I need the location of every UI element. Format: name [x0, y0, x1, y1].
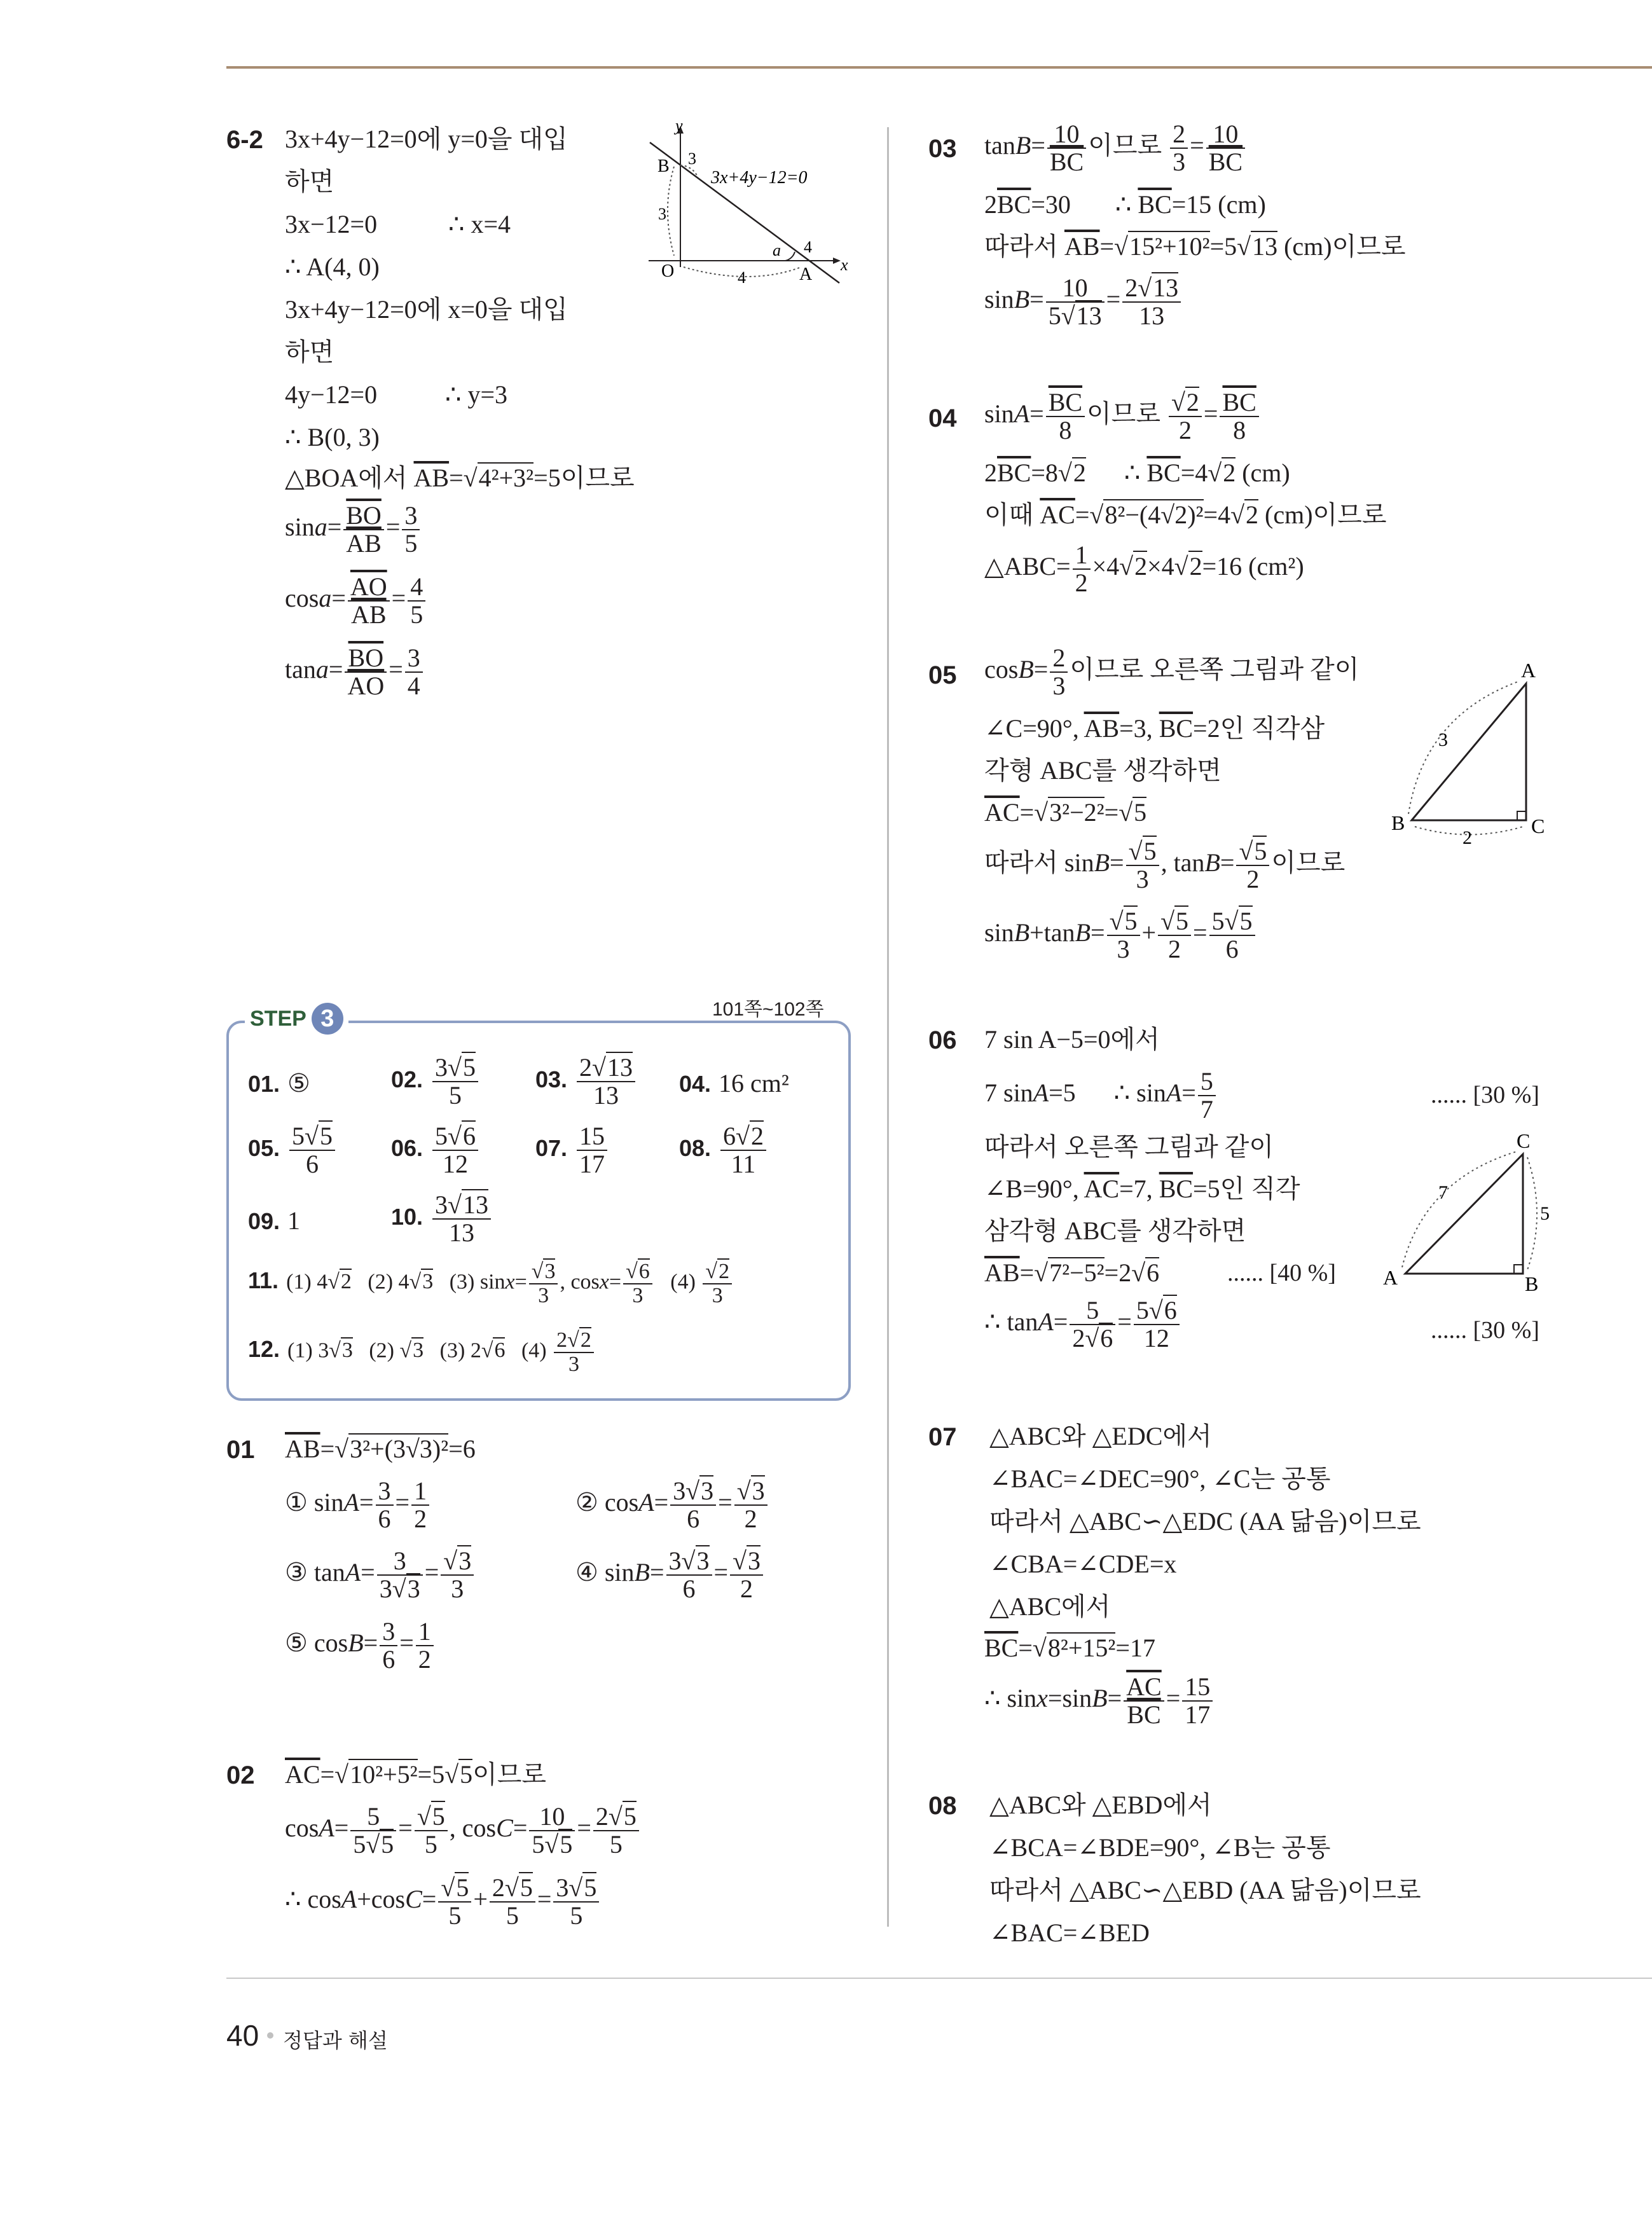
right-angle-mark-05 — [1517, 811, 1526, 820]
text-04-line3a: 이때 — [984, 500, 1034, 529]
formula-01-5: ⑤ cosB= $\frac{3}{6}$ = $\frac{1}{2}$ — [285, 1618, 436, 1673]
top-rule — [226, 66, 1652, 69]
formula-01-1: ① sinA= $\frac{3}{6}$ = $\frac{1}{2}$ — [285, 1478, 431, 1532]
formula-01-ab: $\overline{AB}=√3^2+(3√3)^2=6$ — [285, 1435, 476, 1463]
formula-05-ratios: 따라서 sinB= $\frac{√5}{3}$ , tanB= $\frac{√5}{2}$ 이므로 — [984, 837, 1346, 893]
text-6-2-line4: ∴ A(4, 0) — [285, 252, 380, 281]
formula-06-tan: ∴ tanA= $\frac{5}{2√6}$ = $\frac{5√6}{12}$ — [984, 1297, 1181, 1352]
text-03-line1: 이므로 — [1088, 131, 1162, 160]
formula-04-ac: 이때 $\overline{AC}=√8^2-(4√2)^2=4√2$ (cm)이므로 — [984, 500, 1387, 529]
graph-line — [650, 142, 839, 283]
text-05-line5b: 이므로 — [1271, 848, 1346, 878]
page-number: 40 — [226, 2019, 259, 2052]
answer-03: 03. $\frac{2√13}{13}$ — [535, 1054, 637, 1109]
formula-06-sin: 7 sinA=5 ∴ sinA= $\frac{5}{7}$ — [984, 1068, 1218, 1123]
step-label-text: STEP — [250, 1006, 306, 1031]
text-05-line2: 인 직각삼 — [1220, 714, 1325, 743]
triangle-05 — [1412, 684, 1526, 820]
problem-number-05: 05 — [928, 661, 957, 689]
text-07-line1: △ABC와 △EDC에서 — [989, 1422, 1212, 1450]
footer-dot-icon — [267, 2032, 273, 2039]
label-O: O — [661, 261, 675, 281]
label-B-05: B — [1391, 811, 1405, 834]
text-05-line1b: 이므로 오른쪽 그림과 같이 — [1070, 655, 1359, 684]
dim-arc-ab-05 — [1408, 681, 1520, 814]
formula-07-sin: ∴ sinx=sinB= $\frac{\overline{AC}}{BC}$ = $\frac{15}{17}$ — [984, 1674, 1215, 1728]
text-07-line2: ∠BAC=∠DEC=90°, ∠C는 공통 — [989, 1464, 1331, 1493]
answer-05: 05. $\frac{5√5}{6}$ — [248, 1123, 337, 1178]
answer-01-value: ⑤ — [287, 1069, 310, 1098]
text-04-line1: 이므로 — [1087, 399, 1160, 429]
text-08-line3: 따라서 △ABC∽△EBD (AA 닮음)이므로 — [989, 1876, 1421, 1904]
answer-05-number: 05. — [248, 1135, 280, 1162]
answer-10-number: 10. — [391, 1204, 423, 1230]
dim-arc-bc-06 — [1527, 1157, 1537, 1270]
problem-number-03: 03 — [928, 135, 957, 163]
formula-07-bc: $\overline{BC}=√8^2+15^2=17$ — [984, 1634, 1155, 1662]
problem-number-06: 06 — [928, 1026, 957, 1054]
problem-number-08: 08 — [928, 1792, 957, 1820]
answer-04 — [679, 1068, 789, 1098]
step3-label — [245, 1003, 348, 1035]
label-B-06: B — [1525, 1272, 1539, 1294]
problem-number-01: 01 — [226, 1436, 255, 1464]
answer-01-number: 01. — [248, 1071, 280, 1097]
answer-06: 06. $\frac{5√6}{12}$ — [391, 1123, 480, 1178]
formula-04-area: △ABC= $\frac{1}{2}$ ×4√2×4√2=16 (cm²) — [984, 540, 1304, 597]
dim-arc-side — [668, 167, 674, 256]
label-A-05: A — [1521, 659, 1536, 682]
column-divider — [887, 127, 889, 1927]
answer-11: 11. (1) 4√2 (2) 4√3 (3) sinx= $\frac{√3}{3}$ , cosx= $\frac{√6}{3}$ (4) $\frac{√2}{3}$ — [248, 1260, 734, 1307]
answer-09-number: 09. — [248, 1208, 280, 1234]
text-6-2-line7: 4y−12=0 — [285, 380, 378, 409]
label-C-06: C — [1517, 1129, 1531, 1152]
label-four-side: 4 — [804, 238, 812, 256]
answer-06-number: 06. — [391, 1135, 423, 1162]
text-6-2-line3b: ∴ x=4 — [448, 210, 511, 238]
figure-triangle-05 — [1386, 658, 1571, 849]
formula-06-given: ∠B=90°, $\overline{AC}=7$, $\overline{BC}=5$인 직각 — [984, 1174, 1300, 1203]
text-06-line1: 7 sin A−5=0에서 — [984, 1025, 1160, 1054]
triangle-06 — [1405, 1154, 1523, 1274]
formula-tan-a: tana= $\frac{\overline{BO}}{AO}$ = $\frac{3}{4}$ — [285, 645, 425, 699]
label-side-ac-06: 7 — [1438, 1182, 1448, 1203]
formula-06-ab: $\overline{AB}=√7^2-5^2=2√6$ — [984, 1258, 1160, 1287]
answer-07: 07. $\frac{15}{17}$ — [535, 1123, 609, 1178]
formula-04-sin: sinA= $\frac{\overline{BC}}{8}$ 이므로 $\frac{√2}{2}$ = $\frac{\overline{BC}}{8}$ — [984, 389, 1261, 444]
text-05-line3: 각형 ABC를 생각하면 — [984, 756, 1222, 785]
answer-08-number: 08. — [679, 1135, 712, 1162]
text-6-2-line5: 3x+4y−12=0에 x=0을 대입 — [285, 295, 568, 324]
label-side-bc-06: 5 — [1540, 1203, 1550, 1224]
formula-sin-a: sina= $\frac{\overline{BO}}{AB}$ = $\frac{3}{5}$ — [285, 502, 422, 557]
figure-line-graph — [642, 121, 852, 299]
text-05-line5a: 따라서 — [984, 848, 1058, 878]
formula-03-ab: 따라서 $\overline{AB}=√15^2+10^2=5√13$ (cm)이므로 — [984, 232, 1406, 261]
answer-04-value: 16 cm² — [719, 1069, 789, 1098]
answer-09 — [248, 1206, 300, 1235]
text-6-2-line2: 하면 — [285, 167, 334, 196]
formula-03-bc: $2\overline{BC}=30$ ∴ $\overline{BC}=15$ (cm) — [984, 190, 1266, 219]
formula-01-4: ④ sinB= $\frac{3√3}{6}$ = $\frac{√3}{2}$ — [575, 1548, 765, 1602]
formula-05-cos: cosB= $\frac{2}{3}$ 이므로 오른쪽 그림과 같이 — [984, 644, 1359, 700]
problem-number-04: 04 — [928, 404, 957, 432]
problem-number-02: 02 — [226, 1761, 255, 1789]
problem-number-6-2: 6-2 — [226, 126, 263, 154]
text-06-line5: 삼각형 ABC를 생각하면 — [984, 1216, 1246, 1245]
label-three-side: 3 — [658, 205, 666, 223]
label-x: x — [841, 256, 848, 274]
text-03-line3a: 따라서 — [984, 232, 1058, 261]
step-page-range: 101쪽~102쪽 — [712, 999, 824, 1020]
formula-03-tan: tanB= $\frac{10}{BC}$ 이므로 $\frac{2}{3}$ = $\frac{10}{BC}$ — [984, 121, 1247, 176]
score-30-second: ...... [30 %] — [1431, 1317, 1539, 1344]
text-6-2-line8: ∴ B(0, 3) — [285, 423, 380, 451]
text-07-line5: △ABC에서 — [989, 1592, 1111, 1621]
formula-cos-a: cosa= $\frac{\overline{AO}}{AB}$ = $\frac{4}{5}$ — [285, 574, 427, 628]
x-axis-arrow-icon — [833, 258, 841, 264]
text-03-line3b: 이므로 — [1332, 232, 1406, 261]
text-6-2-line9b: =5이므로 — [533, 464, 635, 492]
answer-03-number: 03. — [535, 1066, 568, 1093]
formula-02-sum: ∴ cosA+cosC= $\frac{√5}{5}$ + $\frac{2√5}{5}$ = $\frac{3√5}{5}$ — [285, 1875, 601, 1929]
text-07-line3: 따라서 △ABC∽△EDC (AA 닮음)이므로 — [989, 1507, 1421, 1536]
label-angle-a: a — [773, 241, 781, 259]
label-three-top: 3 — [688, 149, 696, 168]
label-side-ab-05: 3 — [1438, 729, 1448, 750]
score-30-first: ...... [30 %] — [1431, 1082, 1539, 1108]
text-04-line3b: 이므로 — [1312, 500, 1387, 529]
dim-arc-ac-06 — [1402, 1152, 1517, 1267]
label-A: A — [799, 265, 813, 284]
formula-01-3: ③ tanA= $\frac{3}{3√3}$ = $\frac{√3}{3}$ — [285, 1548, 476, 1602]
formula-03-sin: sinB= $\frac{10}{5√13}$ = $\frac{2√13}{13}$ — [984, 275, 1183, 329]
text-08-line4: ∠BAC=∠BED — [989, 1918, 1150, 1947]
text-08-line1: △ABC와 △EBD에서 — [989, 1791, 1212, 1819]
answer-12-number: 12. — [248, 1336, 280, 1363]
label-side-bc-05: 2 — [1463, 827, 1472, 848]
label-equation: 3x+4y−12=0 — [711, 168, 808, 188]
answer-08: 08. $\frac{6√2}{11}$ — [679, 1123, 768, 1178]
formula-05-given: ∠C=90°, $\overline{AB}=3$, $\overline{BC}=2$인 직각삼 — [984, 714, 1325, 743]
bottom-rule — [226, 1978, 1652, 1979]
answer-09-value: 1 — [287, 1206, 301, 1235]
answer-01 — [248, 1068, 310, 1098]
step-badge: 3 — [312, 1003, 343, 1035]
angle-arc — [785, 252, 795, 261]
formula-05-ac: $\overline{AC}=√3^2-2^2=√5$ — [984, 798, 1147, 827]
answer-11-number: 11. — [248, 1267, 279, 1294]
footer-title: 정답과 해설 — [283, 2028, 388, 2053]
text-6-2-line9: △BOA에서 $\overline{AB}=√4^2+3^2=5$이므로 — [285, 464, 635, 492]
text-06-line3: 따라서 오른쪽 그림과 같이 — [984, 1132, 1274, 1161]
text-02-line1: 이므로 — [472, 1760, 547, 1789]
answer-04-number: 04. — [679, 1071, 712, 1097]
text-07-line4: ∠CBA=∠CDE=x — [989, 1550, 1177, 1578]
label-four-bottom: 4 — [738, 268, 746, 287]
answer-02-number: 02. — [391, 1066, 423, 1093]
text-6-2-line7b: ∴ y=3 — [445, 380, 508, 409]
formula-04-bc: $2\overline{BC}=8√2$ ∴ $\overline{BC}=4√2$ (cm) — [984, 458, 1290, 487]
label-y: y — [675, 121, 683, 135]
answer-12: 12. (1) 3√3 (2) √3 (3) 2√6 (4) $\frac{2√2}{3}$ — [248, 1329, 596, 1375]
formula-05-sum: sinB+tanB= $\frac{√5}{3}$ + $\frac{√5}{2}$ = $\frac{5√5}{6}$ — [984, 908, 1257, 963]
answer-07-number: 07. — [535, 1135, 568, 1162]
text-08-line2: ∠BCA=∠BDE=90°, ∠B는 공통 — [989, 1833, 1331, 1862]
text-06-line4b: 인 직각 — [1220, 1174, 1300, 1203]
label-C-05: C — [1531, 815, 1545, 837]
figure-triangle-06 — [1380, 1129, 1564, 1294]
text-6-2-line3: 3x−12=0 — [285, 210, 378, 238]
formula-02-ac: $\overline{AC}=√10^2+5^2=5√5$이므로 — [285, 1760, 547, 1789]
answer-10: 10. $\frac{3√13}{13}$ — [391, 1192, 493, 1246]
label-B: B — [657, 156, 670, 176]
problem-number-07: 07 — [928, 1423, 957, 1451]
formula-01-2: ② cosA= $\frac{3√3}{6}$ = $\frac{√3}{2}$ — [575, 1478, 769, 1532]
text-6-2-line1: 3x+4y−12=0에 y=0을 대입 — [285, 125, 568, 153]
right-angle-mark-06 — [1514, 1265, 1523, 1274]
label-A-06: A — [1383, 1266, 1398, 1289]
text-6-2-line6: 하면 — [285, 338, 334, 366]
formula-02-cos: cosA= $\frac{5}{5√5}$ = $\frac{√5}{5}$ , cosC= $\frac{10}{5√5}$ = $\frac{2√5}{5}$ — [285, 1803, 641, 1858]
text-6-2-line9a: △BOA에서 — [285, 464, 408, 492]
score-40: ...... [40 %] — [1227, 1260, 1336, 1286]
answer-02: 02. $\frac{3√5}{5}$ — [391, 1054, 480, 1109]
